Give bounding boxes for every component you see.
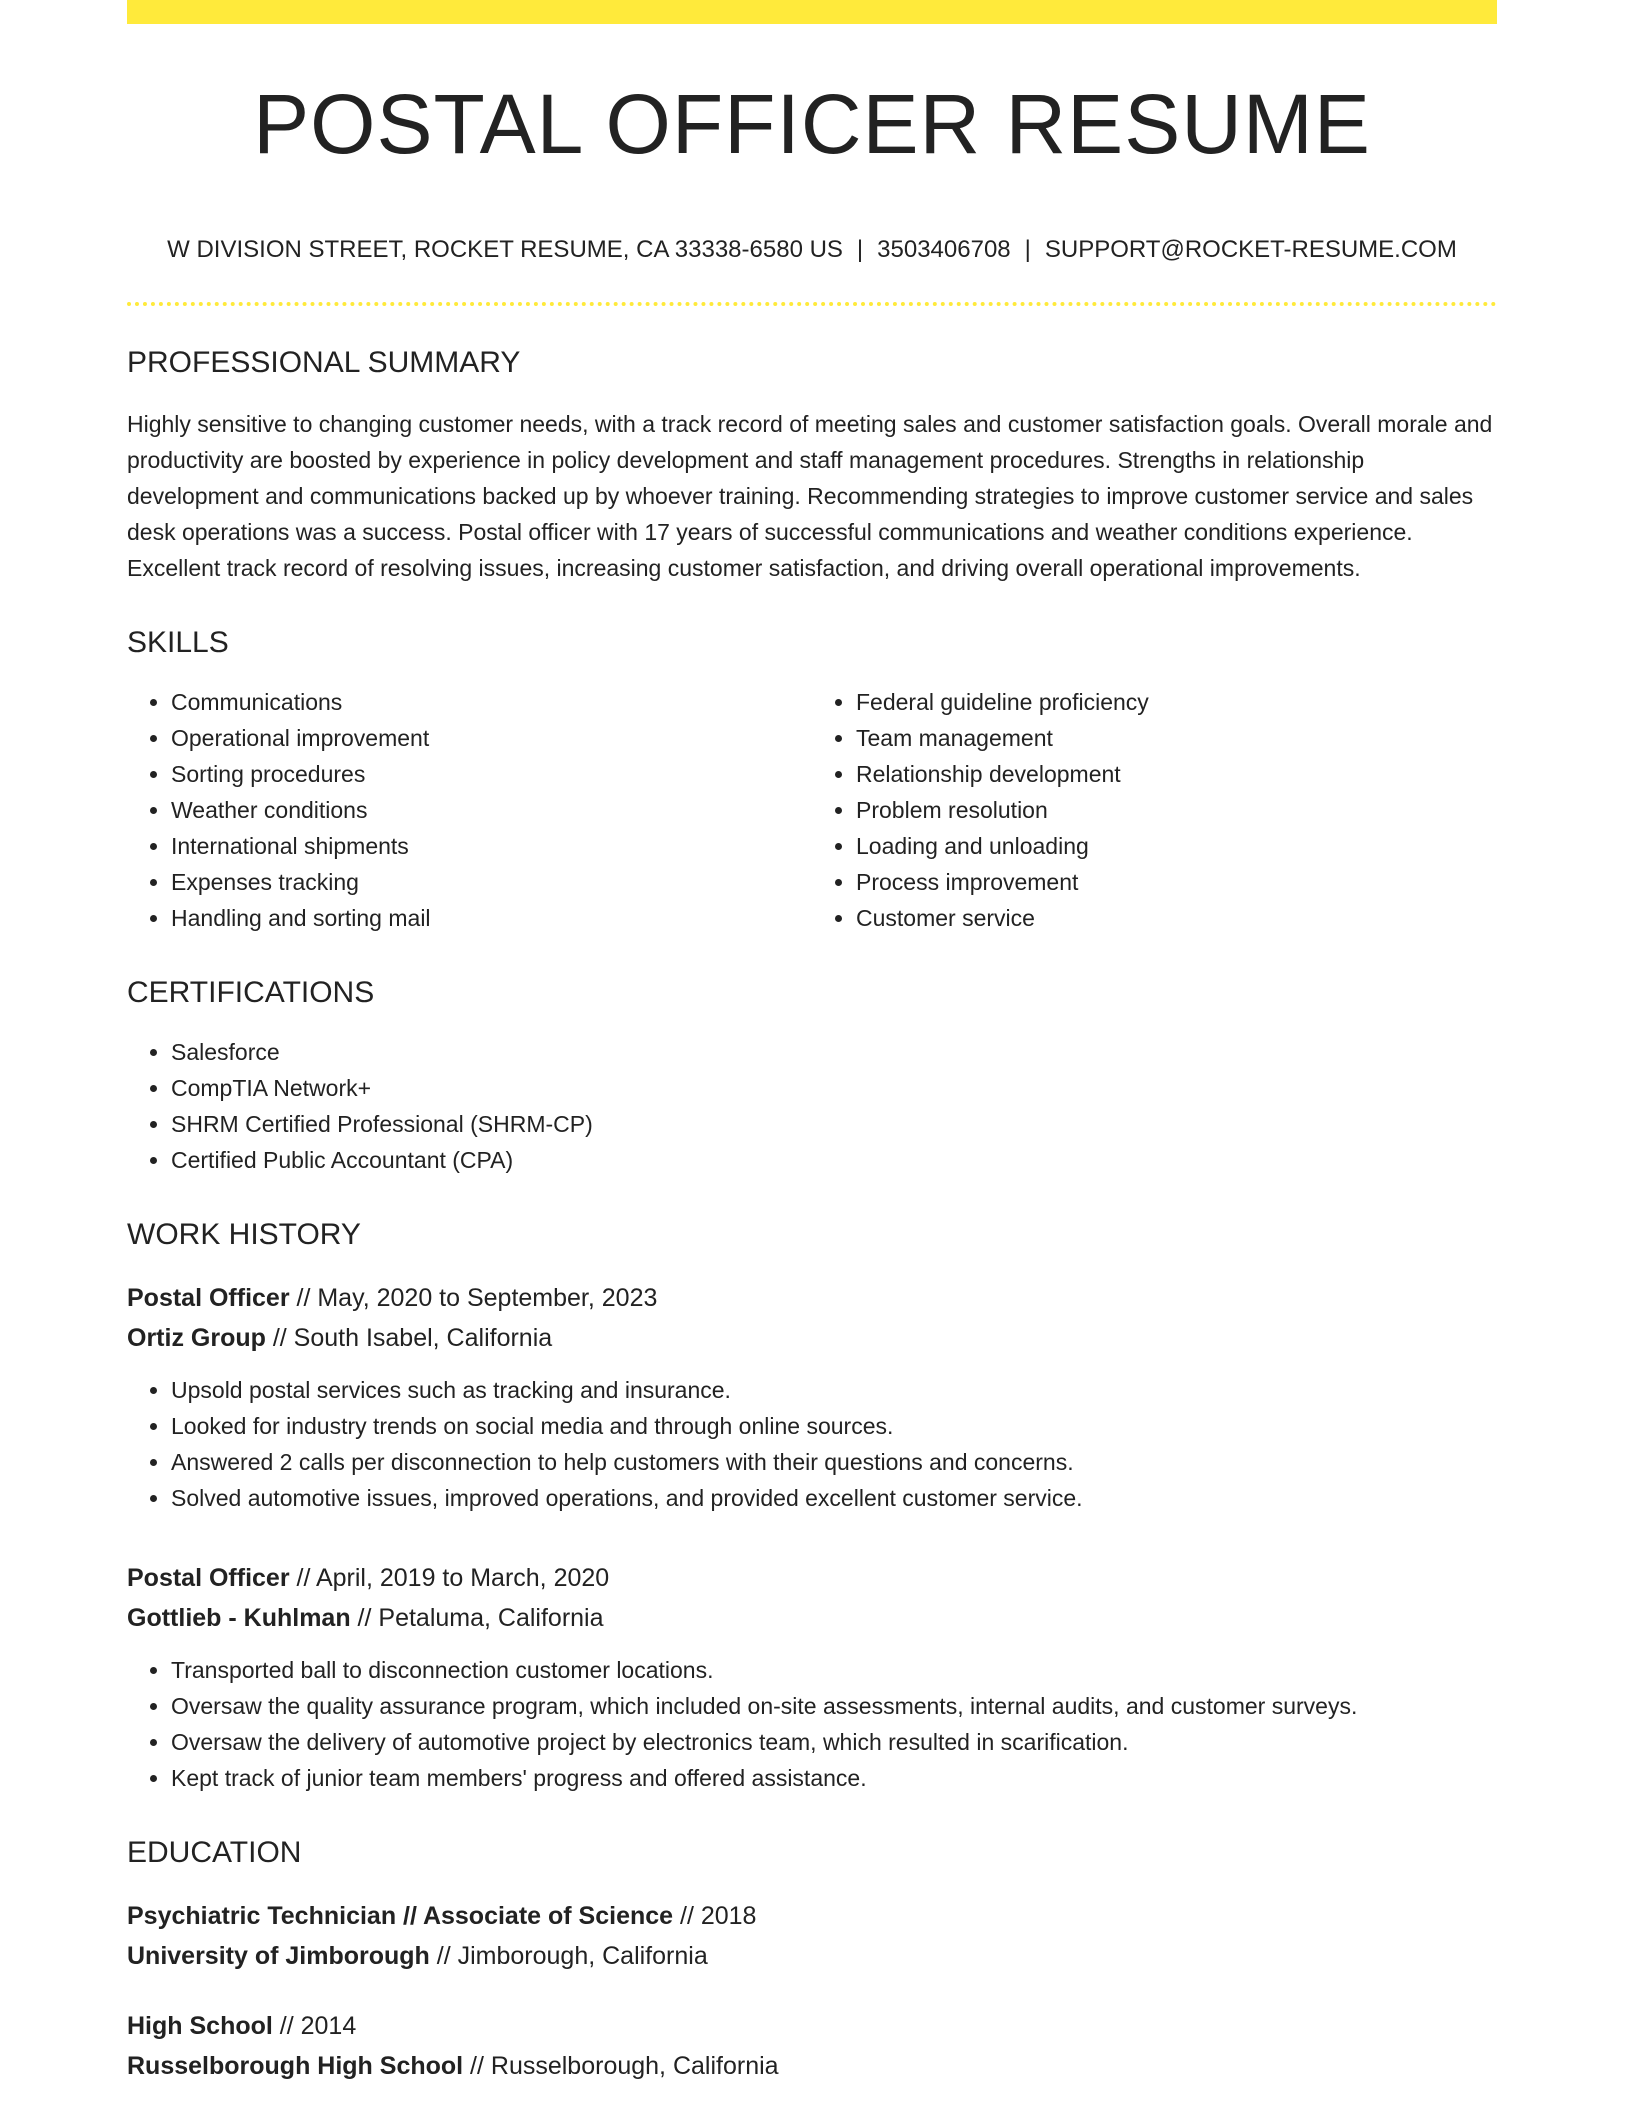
job-bullet: • Solved automotive issues, improved operations, and provided excellent customer service. — [171, 1480, 1497, 1516]
phone: 3503406708 — [877, 236, 1011, 263]
job-bullet: • Oversaw the delivery of automotive project by electronics team, which resulted in scarification. — [171, 1724, 1497, 1760]
company-name: Gottlieb - Kuhlman — [127, 1604, 351, 1632]
company-name: Ortiz Group — [127, 1324, 266, 1352]
skill-item: • Customer service — [856, 900, 1497, 936]
separator: | — [856, 236, 864, 263]
skill-item: • Communications — [171, 684, 812, 720]
education-entry — [127, 2006, 1497, 2086]
school-location: // Russelborough, California — [463, 2052, 779, 2080]
skill-item: • Operational improvement — [171, 720, 812, 756]
job-bullet: • Upsold postal services such as tracking and insurance. — [171, 1372, 1497, 1408]
skill-item: • Sorting procedures — [171, 756, 812, 792]
certification-item: • Certified Public Accountant (CPA) — [171, 1142, 1497, 1178]
school-name: University of Jimborough — [127, 1942, 430, 1970]
accent-bar — [127, 0, 1497, 24]
certifications-list — [127, 1034, 1497, 1178]
skills-right-list — [812, 684, 1497, 936]
skills-heading: SKILLS — [127, 626, 229, 659]
company-location: // Petaluma, California — [350, 1604, 604, 1632]
certification-item: • CompTIA Network+ — [171, 1070, 1497, 1106]
certification-item: • SHRM Certified Professional (SHRM-CP) — [171, 1106, 1497, 1142]
resume-page — [127, 0, 1497, 2086]
separator: | — [1024, 236, 1031, 263]
school-location: // Jimborough, California — [429, 1942, 708, 1970]
summary-heading: PROFESSIONAL SUMMARY — [127, 346, 521, 379]
degree: High School — [127, 2012, 273, 2040]
job-bullet: • Transported ball to disconnection customer locations. — [171, 1652, 1497, 1688]
job-header — [127, 1278, 1497, 1358]
education-entry — [127, 1896, 1497, 1976]
job-bullet: • Kept track of junior team members' progress and offered assistance. — [171, 1760, 1497, 1796]
skill-item: • Team management — [856, 720, 1497, 756]
education-heading: EDUCATION — [127, 1836, 302, 1869]
job-bullets — [127, 1652, 1497, 1796]
skill-item: • Problem resolution — [856, 792, 1497, 828]
graduation-year: // 2018 — [673, 1902, 757, 1930]
job-dates: // April, 2019 to March, 2020 — [289, 1564, 610, 1592]
email: SUPPORT@ROCKET-RESUME.COM — [1044, 236, 1457, 263]
degree: Psychiatric Technician // Associate of Science — [127, 1902, 674, 1930]
graduation-year: // 2014 — [272, 2012, 357, 2040]
skill-item: • Federal guideline proficiency — [856, 684, 1497, 720]
job-bullets — [127, 1372, 1497, 1516]
certification-item: • Salesforce — [171, 1034, 1497, 1070]
job-title: Postal Officer — [127, 1564, 290, 1592]
dotted-divider — [127, 302, 1497, 306]
skill-item: • Process improvement — [856, 864, 1497, 900]
work-history-heading: WORK HISTORY — [127, 1218, 361, 1251]
skill-item: • International shipments — [171, 828, 812, 864]
company-location: // South Isabel, California — [265, 1324, 553, 1352]
resume-title: POSTAL OFFICER RESUME — [253, 77, 1371, 171]
address: W DIVISION STREET, ROCKET RESUME, CA 33338-6580 US — [167, 236, 843, 263]
skill-item: • Weather conditions — [171, 792, 812, 828]
job-bullet: • Answered 2 calls per disconnection to help customers with their questions and concerns. — [171, 1444, 1497, 1480]
job-bullet: • Looked for industry trends on social media and through online sources. — [171, 1408, 1497, 1444]
summary-text: Highly sensitive to changing customer needs, with a track record of meeting sales and customer satisfaction goals. Overall morale and productivity are boosted by experience in policy development and staff management procedures. Strengths in relationship development and communications backed up by whoever training. Recommending strategies to improve customer service and sales desk operations was a success. Postal officer with 17 years of successful communications and weather conditions experience. Excellent track record of resolving issues, increasing customer satisfaction, and driving overall operational improvements. — [127, 411, 1493, 581]
job-title: Postal Officer — [127, 1284, 290, 1312]
certifications-heading: CERTIFICATIONS — [127, 976, 375, 1009]
skill-item: • Relationship development — [856, 756, 1497, 792]
skills-left-list — [127, 684, 812, 936]
job-bullet: • Oversaw the quality assurance program, which included on-site assessments, internal audits, and customer surveys. — [171, 1688, 1497, 1724]
skill-item: • Expenses tracking — [171, 864, 812, 900]
skills-columns — [127, 684, 1497, 936]
job-dates: // May, 2020 to September, 2023 — [289, 1284, 658, 1312]
school-name: Russelborough High School — [127, 2052, 464, 2080]
skill-item: • Loading and unloading — [856, 828, 1497, 864]
job-header — [127, 1558, 1497, 1638]
skill-item: • Handling and sorting mail — [171, 900, 812, 936]
contact-line — [127, 236, 1497, 264]
